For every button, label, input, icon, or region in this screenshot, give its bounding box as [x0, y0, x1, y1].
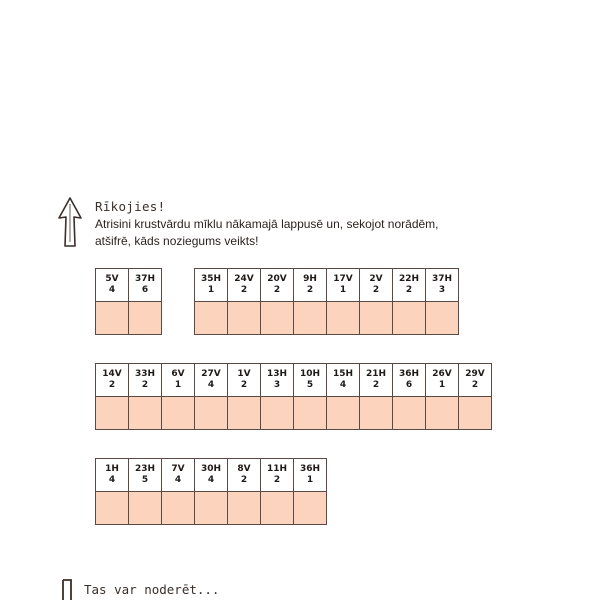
cipher-cell: [360, 269, 392, 334]
letter-index: 1: [339, 285, 347, 295]
answer-box[interactable]: [129, 302, 161, 334]
letter-index: 2: [108, 380, 116, 390]
letter-index: 3: [273, 380, 281, 390]
cipher-cell: [393, 364, 425, 429]
letter-index: 2: [372, 285, 380, 295]
cipher-group-4: [95, 458, 327, 525]
answer-box[interactable]: [459, 397, 491, 429]
clue-code: 9H: [303, 274, 317, 284]
letter-index: 2: [240, 380, 248, 390]
clue-reference: [195, 269, 227, 301]
letter-index: 4: [174, 475, 182, 485]
clue-code: 1H: [105, 464, 119, 474]
clue-reference: [129, 364, 161, 396]
cipher-cell: [162, 459, 194, 524]
clue-reference: [261, 269, 293, 301]
cipher-cell: [228, 269, 260, 334]
clue-code: 27V: [201, 369, 221, 379]
letter-index: 3: [438, 285, 446, 295]
letter-index: 2: [273, 285, 281, 295]
answer-box[interactable]: [294, 302, 326, 334]
answer-box[interactable]: [129, 397, 161, 429]
letter-index: 2: [141, 380, 149, 390]
up-arrow-icon: [57, 196, 83, 248]
letter-index: 1: [438, 380, 446, 390]
letter-index: 6: [405, 380, 413, 390]
clue-code: 37H: [431, 274, 453, 284]
letter-index: 2: [405, 285, 413, 295]
clue-reference: [162, 364, 194, 396]
clue-reference: [228, 364, 260, 396]
letter-index: 2: [273, 475, 281, 485]
cipher-cell: [129, 364, 161, 429]
clue-reference: [393, 269, 425, 301]
answer-box[interactable]: [261, 492, 293, 524]
clue-code: 26V: [432, 369, 452, 379]
clue-reference: [294, 269, 326, 301]
clue-code: 13H: [266, 369, 288, 379]
letter-index: 4: [207, 475, 215, 485]
clue-reference: [129, 459, 161, 491]
clue-code: 7V: [171, 464, 185, 474]
cipher-cell: [261, 364, 293, 429]
cipher-cell: [261, 459, 293, 524]
clue-code: 14V: [102, 369, 122, 379]
cipher-cell: [195, 364, 227, 429]
instructions-line: atšifrē, kāds noziegums veikts!: [95, 234, 259, 248]
answer-box[interactable]: [294, 492, 326, 524]
cipher-cell: [294, 364, 326, 429]
answer-box[interactable]: [195, 397, 227, 429]
answer-box[interactable]: [360, 397, 392, 429]
cipher-cell: [327, 364, 359, 429]
clue-reference: [261, 459, 293, 491]
clue-code: 23H: [134, 464, 156, 474]
letter-index: 2: [471, 380, 479, 390]
letter-index: 1: [174, 380, 182, 390]
clue-reference: [360, 269, 392, 301]
clue-reference: [96, 459, 128, 491]
cipher-cell: [228, 459, 260, 524]
cipher-group-2: [194, 268, 459, 335]
clue-code: 11H: [266, 464, 288, 474]
clue-code: 15H: [332, 369, 354, 379]
clue-reference: [195, 459, 227, 491]
clue-reference: [228, 459, 260, 491]
letter-index: 1: [306, 475, 314, 485]
letter-index: 2: [240, 475, 248, 485]
answer-box[interactable]: [162, 397, 194, 429]
clue-reference: [327, 364, 359, 396]
clue-code: 8V: [237, 464, 251, 474]
clue-reference: [426, 269, 458, 301]
hint-title: Tas var noderēt...: [84, 582, 220, 597]
cipher-cell: [426, 364, 458, 429]
clue-reference: [261, 364, 293, 396]
clue-code: 6V: [171, 369, 185, 379]
clue-reference: [294, 364, 326, 396]
clue-code: 10H: [299, 369, 321, 379]
cipher-cell: [393, 269, 425, 334]
section-heading: Rīkojies!: [95, 199, 166, 214]
clue-reference: [327, 269, 359, 301]
cipher-cell: [195, 269, 227, 334]
answer-box[interactable]: [162, 492, 194, 524]
answer-box[interactable]: [261, 397, 293, 429]
clue-reference: [294, 459, 326, 491]
answer-box[interactable]: [393, 302, 425, 334]
clue-reference: [96, 269, 128, 301]
answer-box[interactable]: [327, 302, 359, 334]
answer-box[interactable]: [360, 302, 392, 334]
clue-code: 20V: [267, 274, 287, 284]
letter-index: 6: [141, 285, 149, 295]
clue-reference: [360, 364, 392, 396]
answer-box[interactable]: [96, 302, 128, 334]
cipher-cell: [129, 269, 161, 334]
clue-code: 35H: [200, 274, 222, 284]
clue-code: 29V: [465, 369, 485, 379]
cipher-cell: [96, 364, 128, 429]
cipher-cell: [426, 269, 458, 334]
answer-box[interactable]: [426, 302, 458, 334]
instructions-line: Atrisini krustvārdu mīklu nākamajā lappusē un, sekojot norādēm,: [95, 217, 439, 231]
letter-index: 4: [108, 285, 116, 295]
answer-box[interactable]: [261, 302, 293, 334]
cipher-cell: [96, 459, 128, 524]
letter-index: 4: [339, 380, 347, 390]
answer-box[interactable]: [228, 397, 260, 429]
clue-code: 22H: [398, 274, 420, 284]
cipher-cell: [261, 269, 293, 334]
letter-index: 1: [207, 285, 215, 295]
cipher-cell: [162, 364, 194, 429]
answer-box[interactable]: [393, 397, 425, 429]
letter-index: 2: [372, 380, 380, 390]
cipher-cell: [459, 364, 491, 429]
answer-box[interactable]: [228, 492, 260, 524]
cipher-group-1: [95, 268, 162, 335]
letter-index: 5: [306, 380, 314, 390]
cipher-cell: [129, 459, 161, 524]
letter-index: 4: [108, 475, 116, 485]
answer-box[interactable]: [294, 397, 326, 429]
answer-box[interactable]: [228, 302, 260, 334]
cipher-cell: [96, 269, 128, 334]
clue-reference: [393, 364, 425, 396]
answer-box[interactable]: [96, 397, 128, 429]
clue-code: 37H: [134, 274, 156, 284]
clue-code: 30H: [200, 464, 222, 474]
answer-box[interactable]: [195, 492, 227, 524]
hint-marker-icon: [60, 578, 74, 600]
cipher-cell: [360, 364, 392, 429]
answer-box[interactable]: [426, 397, 458, 429]
clue-code: 17V: [333, 274, 353, 284]
clue-reference: [426, 364, 458, 396]
cipher-cell: [294, 459, 326, 524]
answer-box[interactable]: [129, 492, 161, 524]
answer-box[interactable]: [96, 492, 128, 524]
clue-code: 36H: [299, 464, 321, 474]
clue-reference: [195, 364, 227, 396]
answer-box[interactable]: [327, 397, 359, 429]
cipher-group-3: [95, 363, 492, 430]
cipher-cell: [294, 269, 326, 334]
clue-code: 21H: [365, 369, 387, 379]
clue-reference: [96, 364, 128, 396]
letter-index: 4: [207, 380, 215, 390]
cipher-cell: [195, 459, 227, 524]
letter-index: 5: [141, 475, 149, 485]
clue-code: 24V: [234, 274, 254, 284]
clue-code: 33H: [134, 369, 156, 379]
instructions: [95, 216, 439, 250]
cipher-cell: [228, 364, 260, 429]
answer-box[interactable]: [195, 302, 227, 334]
clue-reference: [162, 459, 194, 491]
clue-code: 36H: [398, 369, 420, 379]
letter-index: 2: [306, 285, 314, 295]
clue-reference: [228, 269, 260, 301]
letter-index: 2: [240, 285, 248, 295]
clue-reference: [129, 269, 161, 301]
clue-code: 5V: [105, 274, 119, 284]
clue-code: 2V: [369, 274, 383, 284]
clue-code: 1V: [237, 369, 251, 379]
cipher-cell: [327, 269, 359, 334]
clue-reference: [459, 364, 491, 396]
